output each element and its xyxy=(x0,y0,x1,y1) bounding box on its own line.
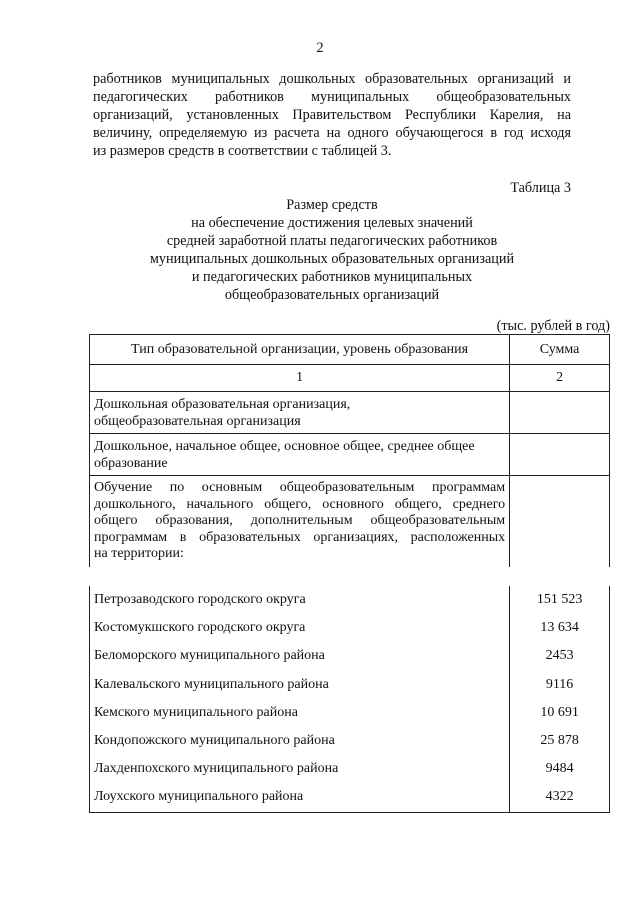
table-row xyxy=(90,671,610,699)
territory-name: Лахденпохского муниципального района xyxy=(90,755,510,783)
group-label-line: Дошкольная образовательная организация, xyxy=(94,396,351,412)
group-label xyxy=(90,434,510,476)
caption-line: Размер средств xyxy=(286,197,378,213)
training-line: дошкольного, начального общего, основного общего, среднего xyxy=(94,496,506,512)
page-number: 2 xyxy=(316,40,324,56)
territory-sum: 151 523 xyxy=(510,586,610,614)
territory-sum: 2453 xyxy=(510,642,610,670)
caption-line: и педагогических работников муниципальных xyxy=(191,269,473,285)
column-number-row xyxy=(90,365,610,392)
units-note: (тыс. рублей в год) xyxy=(496,318,610,334)
group-sum xyxy=(510,434,610,476)
training-label xyxy=(90,476,510,567)
territory-sum: 4322 xyxy=(510,783,610,812)
training-line: на территории: xyxy=(94,546,184,561)
group-label-line: общеобразовательная организация xyxy=(94,413,301,429)
caption-line: средней заработной платы педагогических работников xyxy=(166,233,498,249)
funding-table xyxy=(89,334,610,567)
sum-column-block xyxy=(510,476,610,567)
group-sum xyxy=(510,392,610,434)
table-row xyxy=(90,614,610,642)
header-sum: Сумма xyxy=(510,335,610,365)
territory-name: Петрозаводского городского округа xyxy=(90,586,510,614)
column-number: 2 xyxy=(510,365,610,392)
intro-line: организаций, установленных Правительством Республики Карелия, на xyxy=(93,107,571,123)
caption-line: общеобразовательных организаций xyxy=(224,287,440,303)
table-row xyxy=(90,755,610,783)
group-row xyxy=(90,392,610,434)
training-line: общего образования, дополнительным общеобразовательным xyxy=(94,513,506,528)
training-line: программам в образовательных организациях, расположенных xyxy=(94,529,506,545)
table-row xyxy=(90,783,610,812)
table-caption xyxy=(93,196,571,304)
territory-name: Костомукшского городского округа xyxy=(90,614,510,642)
intro-line: величину, определяемую из расчета на одного обучающегося в год исходя xyxy=(93,125,571,141)
table-label: Таблица 3 xyxy=(510,180,571,196)
territory-name: Калевальского муниципального района xyxy=(90,671,510,699)
caption-line: на обеспечение достижения целевых значений xyxy=(191,215,473,231)
table-row xyxy=(90,727,610,755)
table-header-row xyxy=(90,335,610,365)
group-label-line: Дошкольное, начальное общее, основное общее, среднее общее xyxy=(94,438,475,454)
territory-sum: 9116 xyxy=(510,671,610,699)
intro-line: работников муниципальных дошкольных образовательных организаций и xyxy=(93,71,571,87)
table-row xyxy=(90,586,610,614)
territory-name: Лоухского муниципального района xyxy=(90,783,510,812)
training-line: Обучение по основным общеобразовательным программам xyxy=(94,480,506,495)
territory-table xyxy=(89,586,610,813)
intro-line: педагогических работников муниципальных общеобразовательных xyxy=(93,89,571,105)
territory-name: Беломорского муниципального района xyxy=(90,642,510,670)
territory-sum: 10 691 xyxy=(510,699,610,727)
group-label-line: образование xyxy=(94,455,168,471)
table-row xyxy=(90,642,610,670)
caption-line: муниципальных дошкольных образовательных организаций xyxy=(149,251,515,267)
training-row xyxy=(90,476,610,567)
table-row xyxy=(90,699,610,727)
territory-name: Кемского муниципального района xyxy=(90,699,510,727)
intro-line: из размеров средств в соответствии с таблицей 3. xyxy=(93,143,392,159)
territory-sum: 25 878 xyxy=(510,727,610,755)
group-label xyxy=(90,392,510,434)
territory-sum: 13 634 xyxy=(510,614,610,642)
intro-paragraph xyxy=(93,70,571,160)
territory-sum: 9484 xyxy=(510,755,610,783)
group-row xyxy=(90,434,610,476)
column-number: 1 xyxy=(90,365,510,392)
territory-name: Кондопожского муниципального района xyxy=(90,727,510,755)
header-type: Тип образовательной организации, уровень образования xyxy=(90,335,510,365)
